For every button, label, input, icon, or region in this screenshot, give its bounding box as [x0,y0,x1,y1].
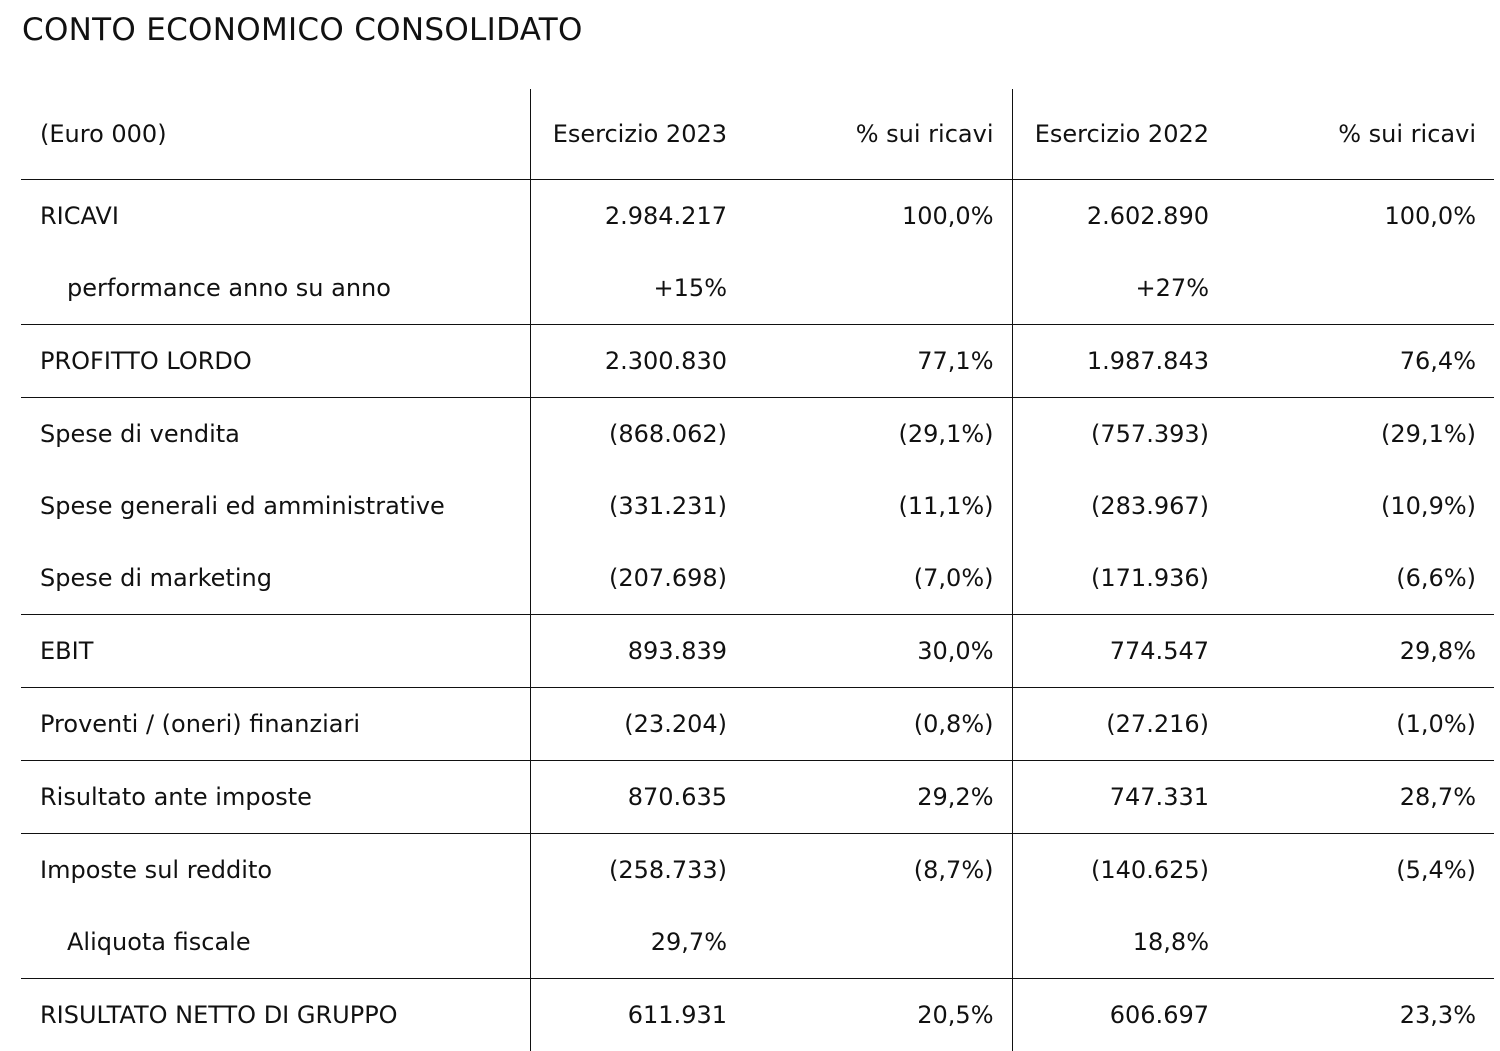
value-2023: +15% [530,252,745,325]
value-2022: 747.331 [1012,761,1227,834]
row-label: Proventi / (oneri) finanziari [21,688,530,761]
row-label: EBIT [21,615,530,688]
header-unit-label: (Euro 000) [21,89,530,180]
pct-2023: (0,8%) [745,688,1012,761]
pct-2023: (7,0%) [745,542,1012,615]
row-label: performance anno su anno [21,252,530,325]
row-label: Risultato ante imposte [21,761,530,834]
value-2023: 29,7% [530,906,745,979]
row-label: PROFITTO LORDO [21,325,530,398]
pct-2023 [745,906,1012,979]
table-row-spese-generali [21,470,1494,542]
pct-2022: (6,6%) [1227,542,1494,615]
pct-2023: (8,7%) [745,834,1012,907]
table-header-row [21,89,1494,180]
pct-2023: 100,0% [745,180,1012,253]
value-2022: (283.967) [1012,470,1227,542]
pct-2022 [1227,252,1494,325]
pct-2023: 20,5% [745,979,1012,1051]
value-2022: (27.216) [1012,688,1227,761]
table-row-aliquota-fiscale [21,906,1494,979]
pct-2022: (10,9%) [1227,470,1494,542]
value-2023: 2.300.830 [530,325,745,398]
pct-2022 [1227,906,1494,979]
income-statement-table [21,89,1494,1051]
pct-2022: (5,4%) [1227,834,1494,907]
pct-2022: (29,1%) [1227,398,1494,471]
table-row-imposte [21,834,1494,907]
table-row-profitto-lordo [21,325,1494,398]
header-pct-2022: % sui ricavi [1227,89,1494,180]
pct-2023: 30,0% [745,615,1012,688]
page-title: CONTO ECONOMICO CONSOLIDATO [22,10,583,50]
pct-2023: (29,1%) [745,398,1012,471]
pct-2022: 23,3% [1227,979,1494,1051]
pct-2022: 100,0% [1227,180,1494,253]
value-2022: +27% [1012,252,1227,325]
value-2022: 774.547 [1012,615,1227,688]
table-row-proventi-oneri [21,688,1494,761]
row-label: Spese di vendita [21,398,530,471]
value-2022: 2.602.890 [1012,180,1227,253]
value-2022: (757.393) [1012,398,1227,471]
value-2022: 1.987.843 [1012,325,1227,398]
value-2023: 2.984.217 [530,180,745,253]
pct-2023: (11,1%) [745,470,1012,542]
table-row-ricavi [21,180,1494,253]
pct-2022: 28,7% [1227,761,1494,834]
value-2023: (331.231) [530,470,745,542]
value-2022: (140.625) [1012,834,1227,907]
value-2023: 893.839 [530,615,745,688]
table-row-performance [21,252,1494,325]
pct-2022: 29,8% [1227,615,1494,688]
value-2022: 606.697 [1012,979,1227,1051]
value-2022: 18,8% [1012,906,1227,979]
table-row-risultato-netto [21,979,1494,1051]
value-2022: (171.936) [1012,542,1227,615]
value-2023: 611.931 [530,979,745,1051]
value-2023: (207.698) [530,542,745,615]
table-row-spese-marketing [21,542,1494,615]
pct-2022: 76,4% [1227,325,1494,398]
row-label: RICAVI [21,180,530,253]
value-2023: (23.204) [530,688,745,761]
header-year-2022: Esercizio 2022 [1012,89,1227,180]
table-row-spese-vendita [21,398,1494,471]
row-label: Imposte sul reddito [21,834,530,907]
pct-2022: (1,0%) [1227,688,1494,761]
value-2023: (868.062) [530,398,745,471]
row-label: Spese di marketing [21,542,530,615]
value-2023: 870.635 [530,761,745,834]
value-2023: (258.733) [530,834,745,907]
row-label: RISULTATO NETTO DI GRUPPO [21,979,530,1051]
table-row-ebit [21,615,1494,688]
pct-2023: 77,1% [745,325,1012,398]
header-year-2023: Esercizio 2023 [530,89,745,180]
row-label: Spese generali ed amministrative [21,470,530,542]
table-row-risultato-ante-imposte [21,761,1494,834]
row-label: Aliquota fiscale [21,906,530,979]
pct-2023 [745,252,1012,325]
pct-2023: 29,2% [745,761,1012,834]
header-pct-2023: % sui ricavi [745,89,1012,180]
